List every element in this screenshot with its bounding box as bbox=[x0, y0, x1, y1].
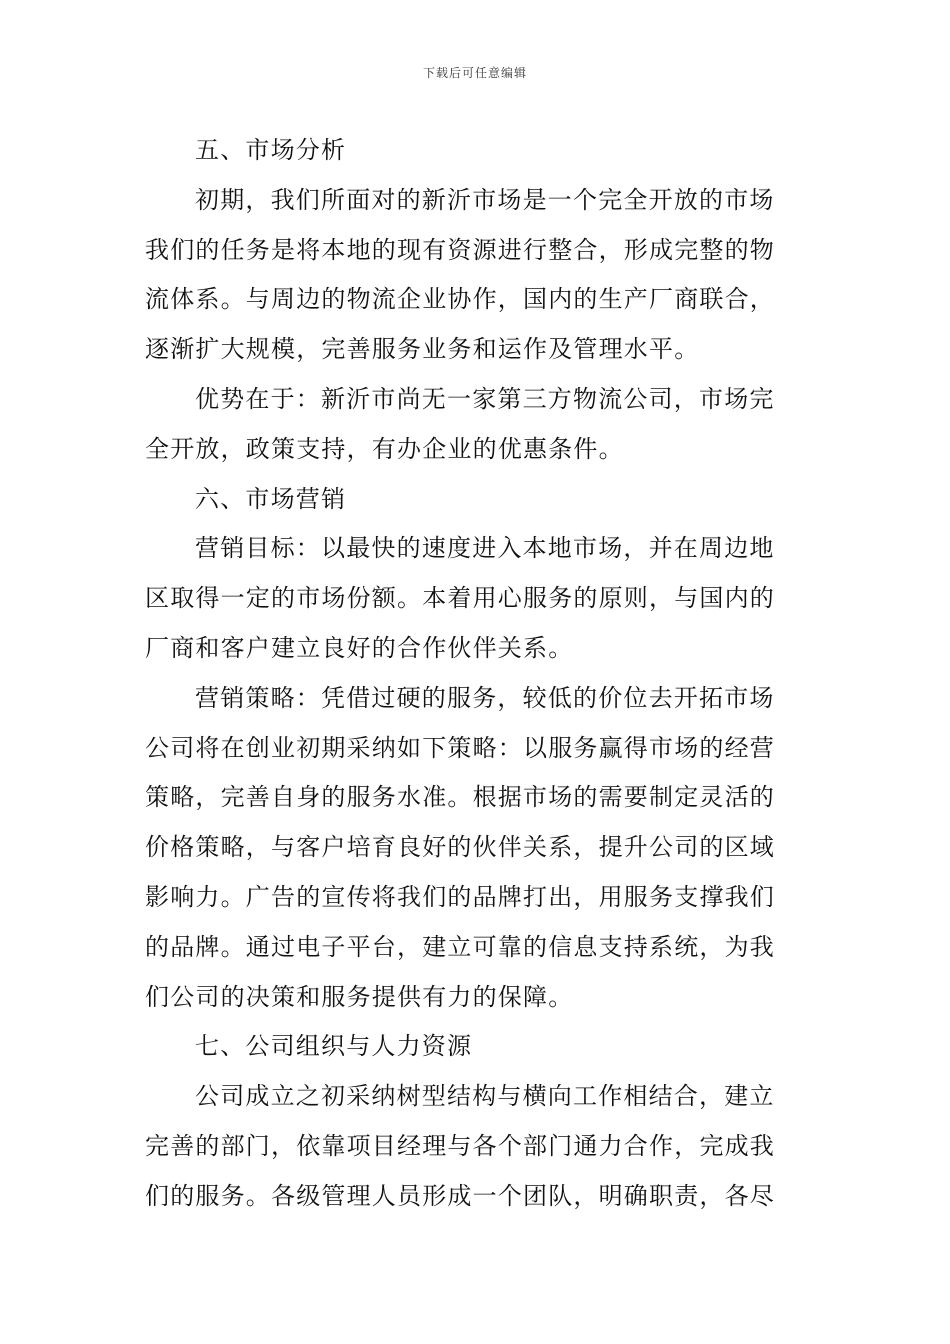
body-text-line: 流体系。与周边的物流企业协作，国内的生产厂商联合， bbox=[145, 285, 775, 314]
document-body bbox=[145, 126, 810, 1222]
body-text-line: 的品牌。通过电子平台，建立可靠的信息支持系统，为我 bbox=[145, 932, 775, 961]
body-text-line: 优势在于：新沂市尚无一家第三方物流公司，市场完 bbox=[195, 384, 775, 413]
body-text-line: 我们的任务是将本地的现有资源进行整合，形成完整的物 bbox=[145, 235, 775, 264]
body-text-line: 逐渐扩大规模，完善服务业务和运作及管理水平。 bbox=[145, 335, 700, 364]
body-text-line: 初期，我们所面对的新沂市场是一个完全开放的市场 bbox=[195, 185, 775, 214]
body-text-line: 厂商和客户建立良好的合作伙伴关系。 bbox=[145, 633, 574, 662]
body-text-line: 价格策略，与客户培育良好的伙伴关系，提升公司的区域 bbox=[145, 833, 775, 862]
body-text-line: 完善的部门，依靠项目经理与各个部门通力合作，完成我 bbox=[145, 1131, 775, 1160]
body-text-line: 影响力。广告的宣传将我们的品牌打出，用服务支撑我们 bbox=[145, 882, 775, 911]
body-text-line: 区取得一定的市场份额。本着用心服务的原则，与国内的 bbox=[145, 584, 775, 613]
body-text-line: 营销目标：以最快的速度进入本地市场，并在周边地 bbox=[195, 534, 775, 563]
section-heading: 七、公司组织与人力资源 bbox=[195, 1032, 473, 1061]
body-text-line: 公司将在创业初期采纳如下策略：以服务赢得市场的经营 bbox=[145, 733, 775, 762]
body-text-line: 营销策略：凭借过硬的服务，较低的价位去开拓市场 bbox=[195, 683, 775, 712]
body-text-line: 策略，完善自身的服务水准。根据市场的需要制定灵活的 bbox=[145, 783, 775, 812]
body-text-line: 们的服务。各级管理人员形成一个团队，明确职责，各尽 bbox=[145, 1181, 775, 1210]
header-note: 下载后可任意编辑 bbox=[422, 66, 527, 80]
section-heading: 六、市场营销 bbox=[195, 484, 347, 513]
section-heading: 五、市场分析 bbox=[195, 136, 347, 164]
body-text-line: 公司成立之初采纳树型结构与横向工作相结合，建立 bbox=[195, 1082, 775, 1111]
body-text-line: 全开放，政策支持，有办企业的优惠条件。 bbox=[145, 434, 624, 463]
body-text-line: 们公司的决策和服务提供有力的保障。 bbox=[145, 982, 574, 1011]
